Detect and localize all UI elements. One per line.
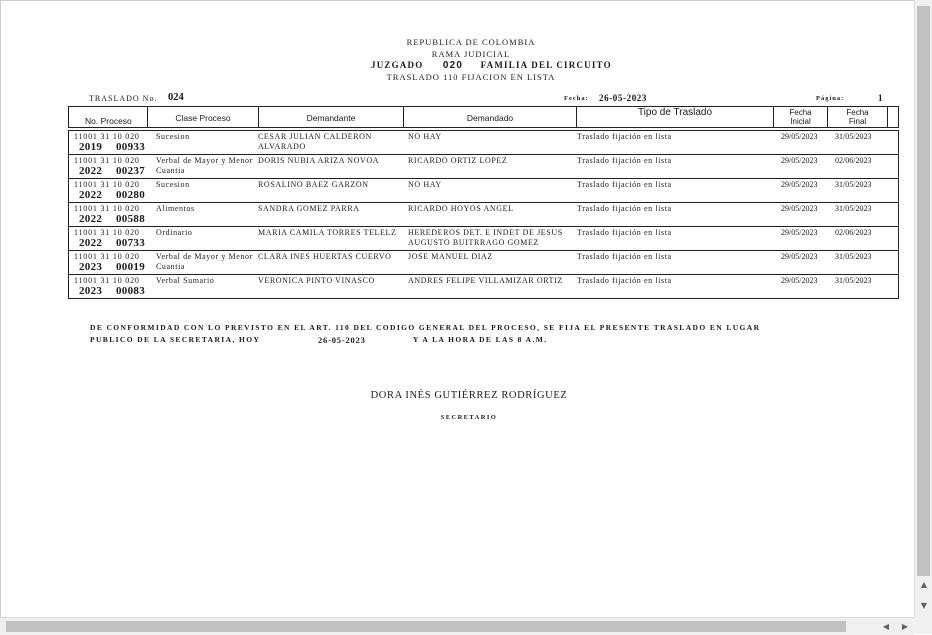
col-header-demandante: Demandante <box>258 106 404 128</box>
scroll-up-icon[interactable]: ▲ <box>920 580 928 589</box>
scroll-left-icon[interactable]: ◀ <box>882 622 890 631</box>
fecha-final: 31/05/2023 <box>835 204 872 213</box>
clase-proceso: Alimentos <box>156 204 195 213</box>
fecha-final: 31/05/2023 <box>835 132 872 141</box>
process-number: 00019 <box>116 261 145 273</box>
process-number: 00733 <box>116 237 145 249</box>
footer-time: Y A LA HORA DE LAS 8 A.M. <box>413 335 548 344</box>
process-number: 00280 <box>116 189 145 201</box>
demandado: ANDRES FELIPE VILLAMIZAR ORTIZ <box>408 276 563 285</box>
traslado-label: TRASLADO No. <box>89 94 158 103</box>
process-year: 2023 <box>79 261 103 273</box>
demandado: RICARDO HOYOS ANGEL <box>408 204 514 213</box>
process-year: 2022 <box>79 237 103 249</box>
demandado: HEREDEROS DET. E INDET DE JESUS AUGUSTO BUITRRAGO GOMEZ <box>408 228 563 247</box>
fecha-value: 26-05-2023 <box>599 93 647 103</box>
demandado: JOSE MANUEL DIAZ <box>408 252 493 261</box>
vertical-scroll-thumb[interactable] <box>917 6 930 576</box>
fecha-final: 02/06/2023 <box>835 156 872 165</box>
demandante: CESAR JULIAN CALDERON ALVARADO <box>258 132 372 151</box>
col-header-demandado: Demandado <box>403 106 577 128</box>
fecha-label: Fecha: <box>564 95 589 102</box>
process-number: 00083 <box>116 285 145 297</box>
process-number: 00237 <box>116 165 145 177</box>
process-year: 2022 <box>79 165 103 177</box>
pagina-value: 1 <box>878 93 883 103</box>
header-traslado-type: TRASLADO 110 FIJACION EN LISTA <box>386 72 556 82</box>
process-number: 00588 <box>116 213 145 225</box>
header-country: REPUBLICA DE COLOMBIA <box>406 37 536 47</box>
signer-name: DORA INÉS GUTIÉRREZ RODRÍGUEZ <box>370 390 568 401</box>
col-header-clase: Clase Proceso <box>147 106 259 128</box>
clase-proceso: Verbal de Mayor y Menor Cuantia <box>156 252 253 271</box>
demandante: CLARA INES HUERTAS CUERVO <box>258 252 392 261</box>
pagina-label: Página: <box>816 95 845 102</box>
process-year: 2022 <box>79 213 103 225</box>
tipo-traslado: Traslado fijación en lista <box>577 156 672 165</box>
table-row <box>68 203 899 227</box>
col-header-tipo: Tipo de Traslado <box>576 106 774 128</box>
footer-legal-line2: PUBLICO DE LA SECRETARIA, HOY 26-05-2023 Y A LA HORA DE LAS 8 A.M. <box>90 335 548 345</box>
demandado: NO HAY <box>408 180 442 189</box>
clase-proceso: Sucesion <box>156 180 190 189</box>
table-row <box>68 251 899 275</box>
traslado-number: 024 <box>168 92 184 103</box>
col-header-spacer <box>887 106 899 128</box>
demandado: NO HAY <box>408 132 442 141</box>
clase-proceso: Ordinario <box>156 228 193 237</box>
process-reference: 11001 31 10 020 <box>74 204 140 213</box>
demandante: DORIS NUBIA ARIZA NOVOA <box>258 156 380 165</box>
footer-date: 26-05-2023 <box>318 335 366 345</box>
table-row <box>68 227 899 251</box>
table-row <box>68 275 899 299</box>
col-header-fecha-final: Fecha Final <box>827 106 888 128</box>
tipo-traslado: Traslado fijación en lista <box>577 180 672 189</box>
demandante: VERONICA PINTO VINASCO <box>258 276 375 285</box>
process-year: 2022 <box>79 189 103 201</box>
process-reference: 11001 31 10 020 <box>74 132 140 141</box>
fecha-inicial: 29/05/2023 <box>781 228 818 237</box>
juzgado-label: JUZGADO <box>371 60 424 70</box>
fecha-inicial: 29/05/2023 <box>781 156 818 165</box>
signer-title: SECRETARIO <box>440 414 498 421</box>
table-row <box>68 179 899 203</box>
tipo-traslado: Traslado fijación en lista <box>577 276 672 285</box>
process-reference: 11001 31 10 020 <box>74 276 140 285</box>
fecha-inicial: 29/05/2023 <box>781 204 818 213</box>
demandante: ROSALINO BAEZ GARZON <box>258 180 369 189</box>
process-reference: 11001 31 10 020 <box>74 156 140 165</box>
demandante: SANDRA GOMEZ PARRA <box>258 204 360 213</box>
juzgado-name: FAMILIA DEL CIRCUITO <box>480 60 612 70</box>
juzgado-number: 020 <box>442 60 464 71</box>
fecha-inicial: 29/05/2023 <box>781 180 818 189</box>
demandante: MARIA CAMILA TORRES TELELZ <box>258 228 397 237</box>
fecha-final: 31/05/2023 <box>835 180 872 189</box>
fecha-final: 31/05/2023 <box>835 276 872 285</box>
demandado: RICARDO ORTIZ LOPEZ <box>408 156 508 165</box>
process-reference: 11001 31 10 020 <box>74 228 140 237</box>
scroll-right-icon[interactable]: ▶ <box>901 622 909 631</box>
table-row <box>68 131 899 155</box>
process-number: 00933 <box>116 141 145 153</box>
fecha-inicial: 29/05/2023 <box>781 132 818 141</box>
header-branch: RAMA JUDICIAL <box>431 49 511 59</box>
horizontal-scrollbar[interactable] <box>0 617 914 635</box>
col-header-fecha-inicial: Fecha Inicial <box>773 106 828 128</box>
tipo-traslado: Traslado fijación en lista <box>577 204 672 213</box>
scroll-down-icon[interactable]: ▼ <box>920 601 928 610</box>
process-reference: 11001 31 10 020 <box>74 252 140 261</box>
footer-legal-line1: DE CONFORMIDAD CON LO PREVISTO EN EL ART. 110 DEL CODIGO GENERAL DEL PROCESO, SE FIJA EL PRESENTE TRASLADO EN LUGAR <box>90 323 761 332</box>
tipo-traslado: Traslado fijación en lista <box>577 132 672 141</box>
col-header-proceso: No. Proceso <box>68 106 148 128</box>
fecha-inicial: 29/05/2023 <box>781 276 818 285</box>
vertical-scrollbar[interactable] <box>914 0 932 617</box>
scroll-corner <box>914 617 932 634</box>
header-court <box>371 60 612 71</box>
fecha-final: 31/05/2023 <box>835 252 872 261</box>
tipo-traslado: Traslado fijación en lista <box>577 228 672 237</box>
process-year: 2023 <box>79 285 103 297</box>
tipo-traslado: Traslado fijación en lista <box>577 252 672 261</box>
fecha-final: 02/06/2023 <box>835 228 872 237</box>
fecha-inicial: 29/05/2023 <box>781 252 818 261</box>
clase-proceso: Verbal de Mayor y Menor Cuantia <box>156 156 253 175</box>
process-reference: 11001 31 10 020 <box>74 180 140 189</box>
horizontal-scroll-thumb[interactable] <box>6 621 846 632</box>
process-year: 2019 <box>79 141 103 153</box>
table-row <box>68 155 899 179</box>
clase-proceso: Sucesion <box>156 132 190 141</box>
clase-proceso: Verbal Sumario <box>156 276 215 285</box>
